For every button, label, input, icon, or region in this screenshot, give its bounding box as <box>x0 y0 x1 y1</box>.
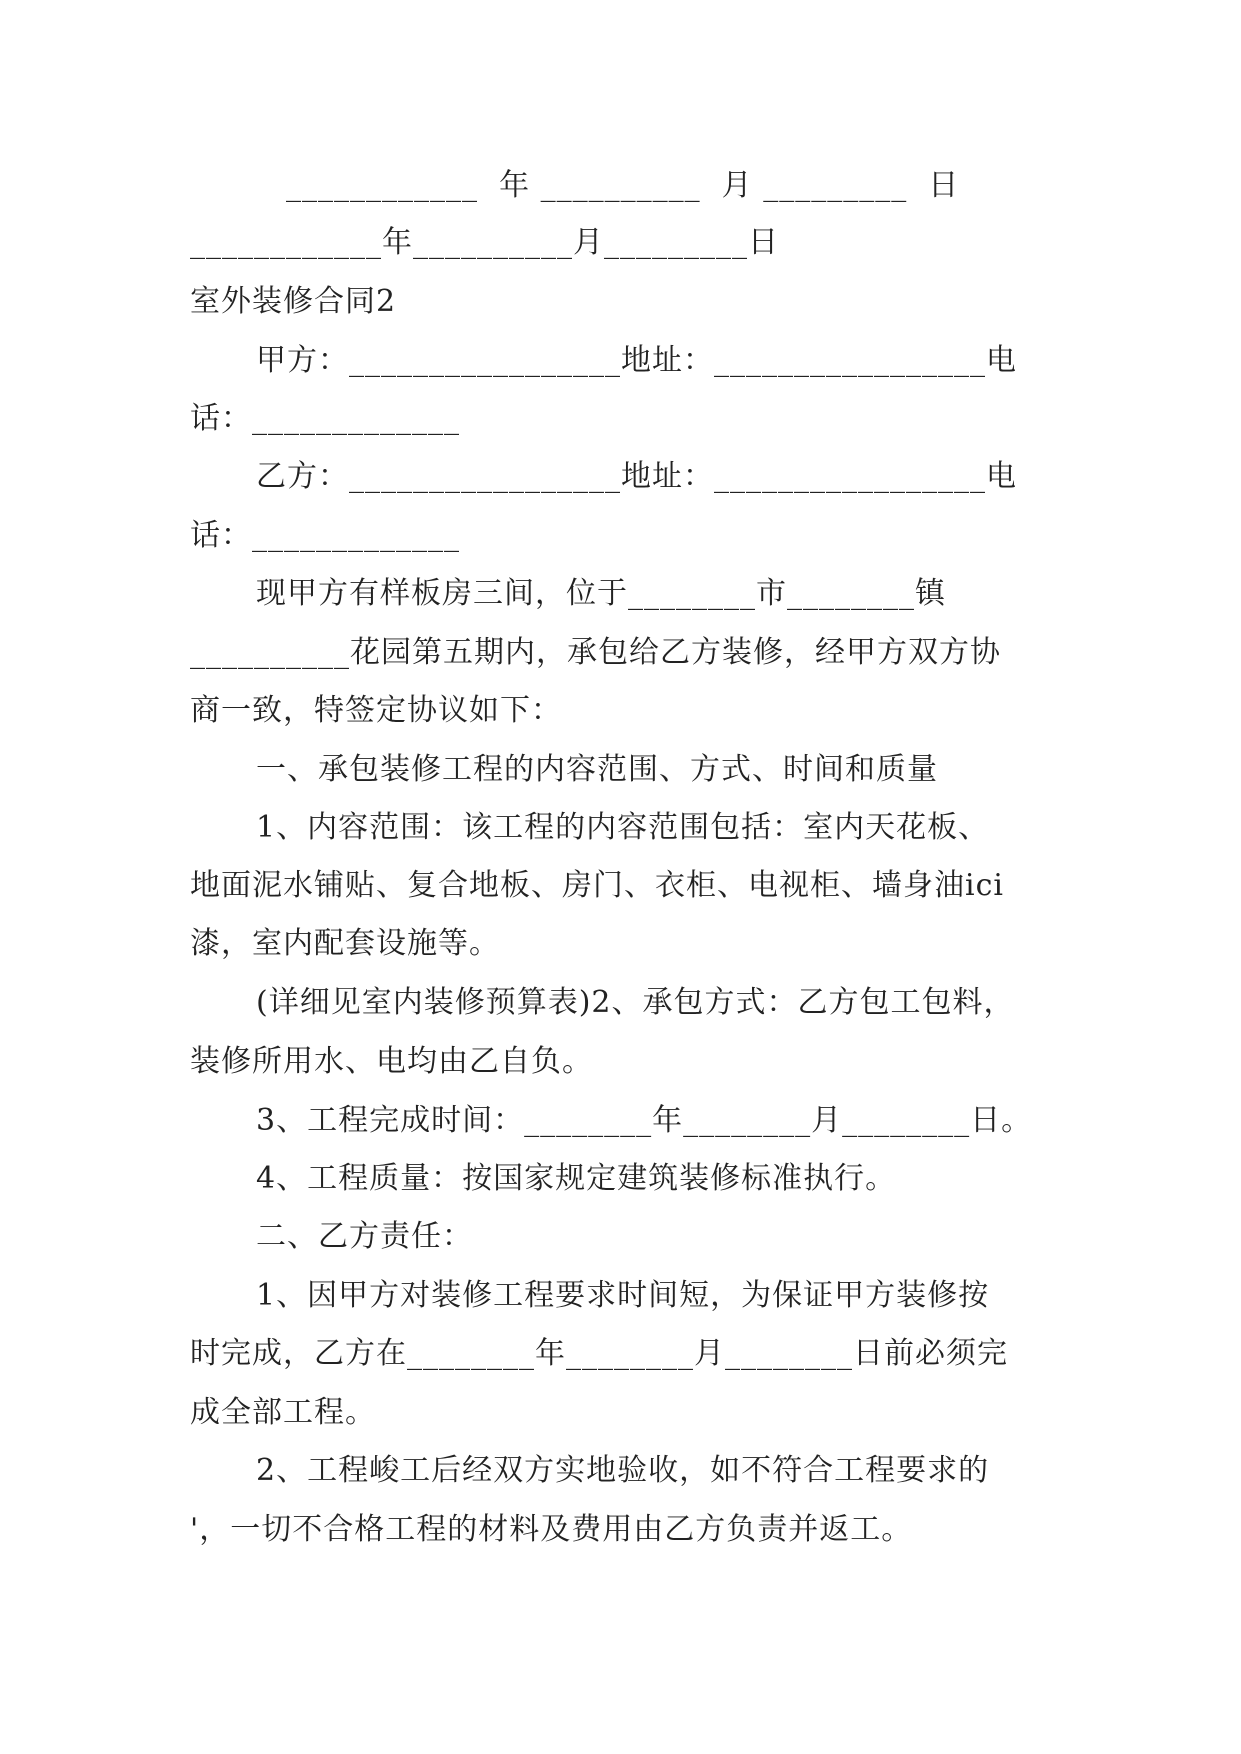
clause-2-1-line-2: 时完成，乙方在________年________月________日前必须完 <box>190 1336 1008 1371</box>
signature-date-line-2: ____________年__________月_________日 <box>190 225 779 260</box>
intro-paragraph-line-2: __________花园第五期内，承包给乙方装修，经甲方双方协 <box>190 635 1001 670</box>
clause-1-4: 4、工程质量：按国家规定建筑装修标准执行。 <box>256 1161 897 1196</box>
clause-2-2-line-1: 2、工程峻工后经双方实地验收，如不符合工程要求的 <box>256 1453 990 1488</box>
clause-2-1-line-1: 1、因甲方对装修工程要求时间短，为保证甲方装修按 <box>256 1278 990 1313</box>
party-a-phone-line: 话：_____________ <box>190 401 460 436</box>
clause-2-1-line-3: 成全部工程。 <box>190 1395 376 1430</box>
intro-paragraph-line-1: 现甲方有样板房三间，位于________市________镇 <box>256 576 946 611</box>
intro-paragraph-line-3: 商一致，特签定协议如下： <box>190 693 562 728</box>
section-2-heading: 二、乙方责任： <box>256 1219 473 1254</box>
document-title: 室外装修合同2 <box>190 284 397 319</box>
clause-1-2-line-2: 装修所用水、电均由乙自负。 <box>190 1044 593 1079</box>
party-a-line: 甲方：_________________地址：_________________电 <box>256 343 1017 378</box>
clause-1-3: 3、工程完成时间：________年________月________日。 <box>256 1103 1033 1138</box>
party-b-line: 乙方：_________________地址：_________________电 <box>256 459 1017 494</box>
section-1-heading: 一、承包装修工程的内容范围、方式、时间和质量 <box>256 752 938 787</box>
party-b-phone-line: 话：_____________ <box>190 518 460 553</box>
clause-2-2-line-2: '，一切不合格工程的材料及费用由乙方负责并返工。 <box>190 1512 913 1547</box>
clause-1-1-line-2: 地面泥水铺贴、复合地板、房门、衣柜、电视柜、墙身油ici <box>190 868 1004 903</box>
clause-1-1-line-1: 1、内容范围：该工程的内容范围包括：室内天花板、 <box>256 810 990 845</box>
clause-1-2-line-1: (详细见室内装修预算表)2、承包方式：乙方包工包料， <box>256 985 1015 1020</box>
signature-date-line-1: ____________ 年 __________ 月 _________ 日 <box>286 168 960 203</box>
clause-1-1-line-3: 漆，室内配套设施等。 <box>190 926 500 961</box>
